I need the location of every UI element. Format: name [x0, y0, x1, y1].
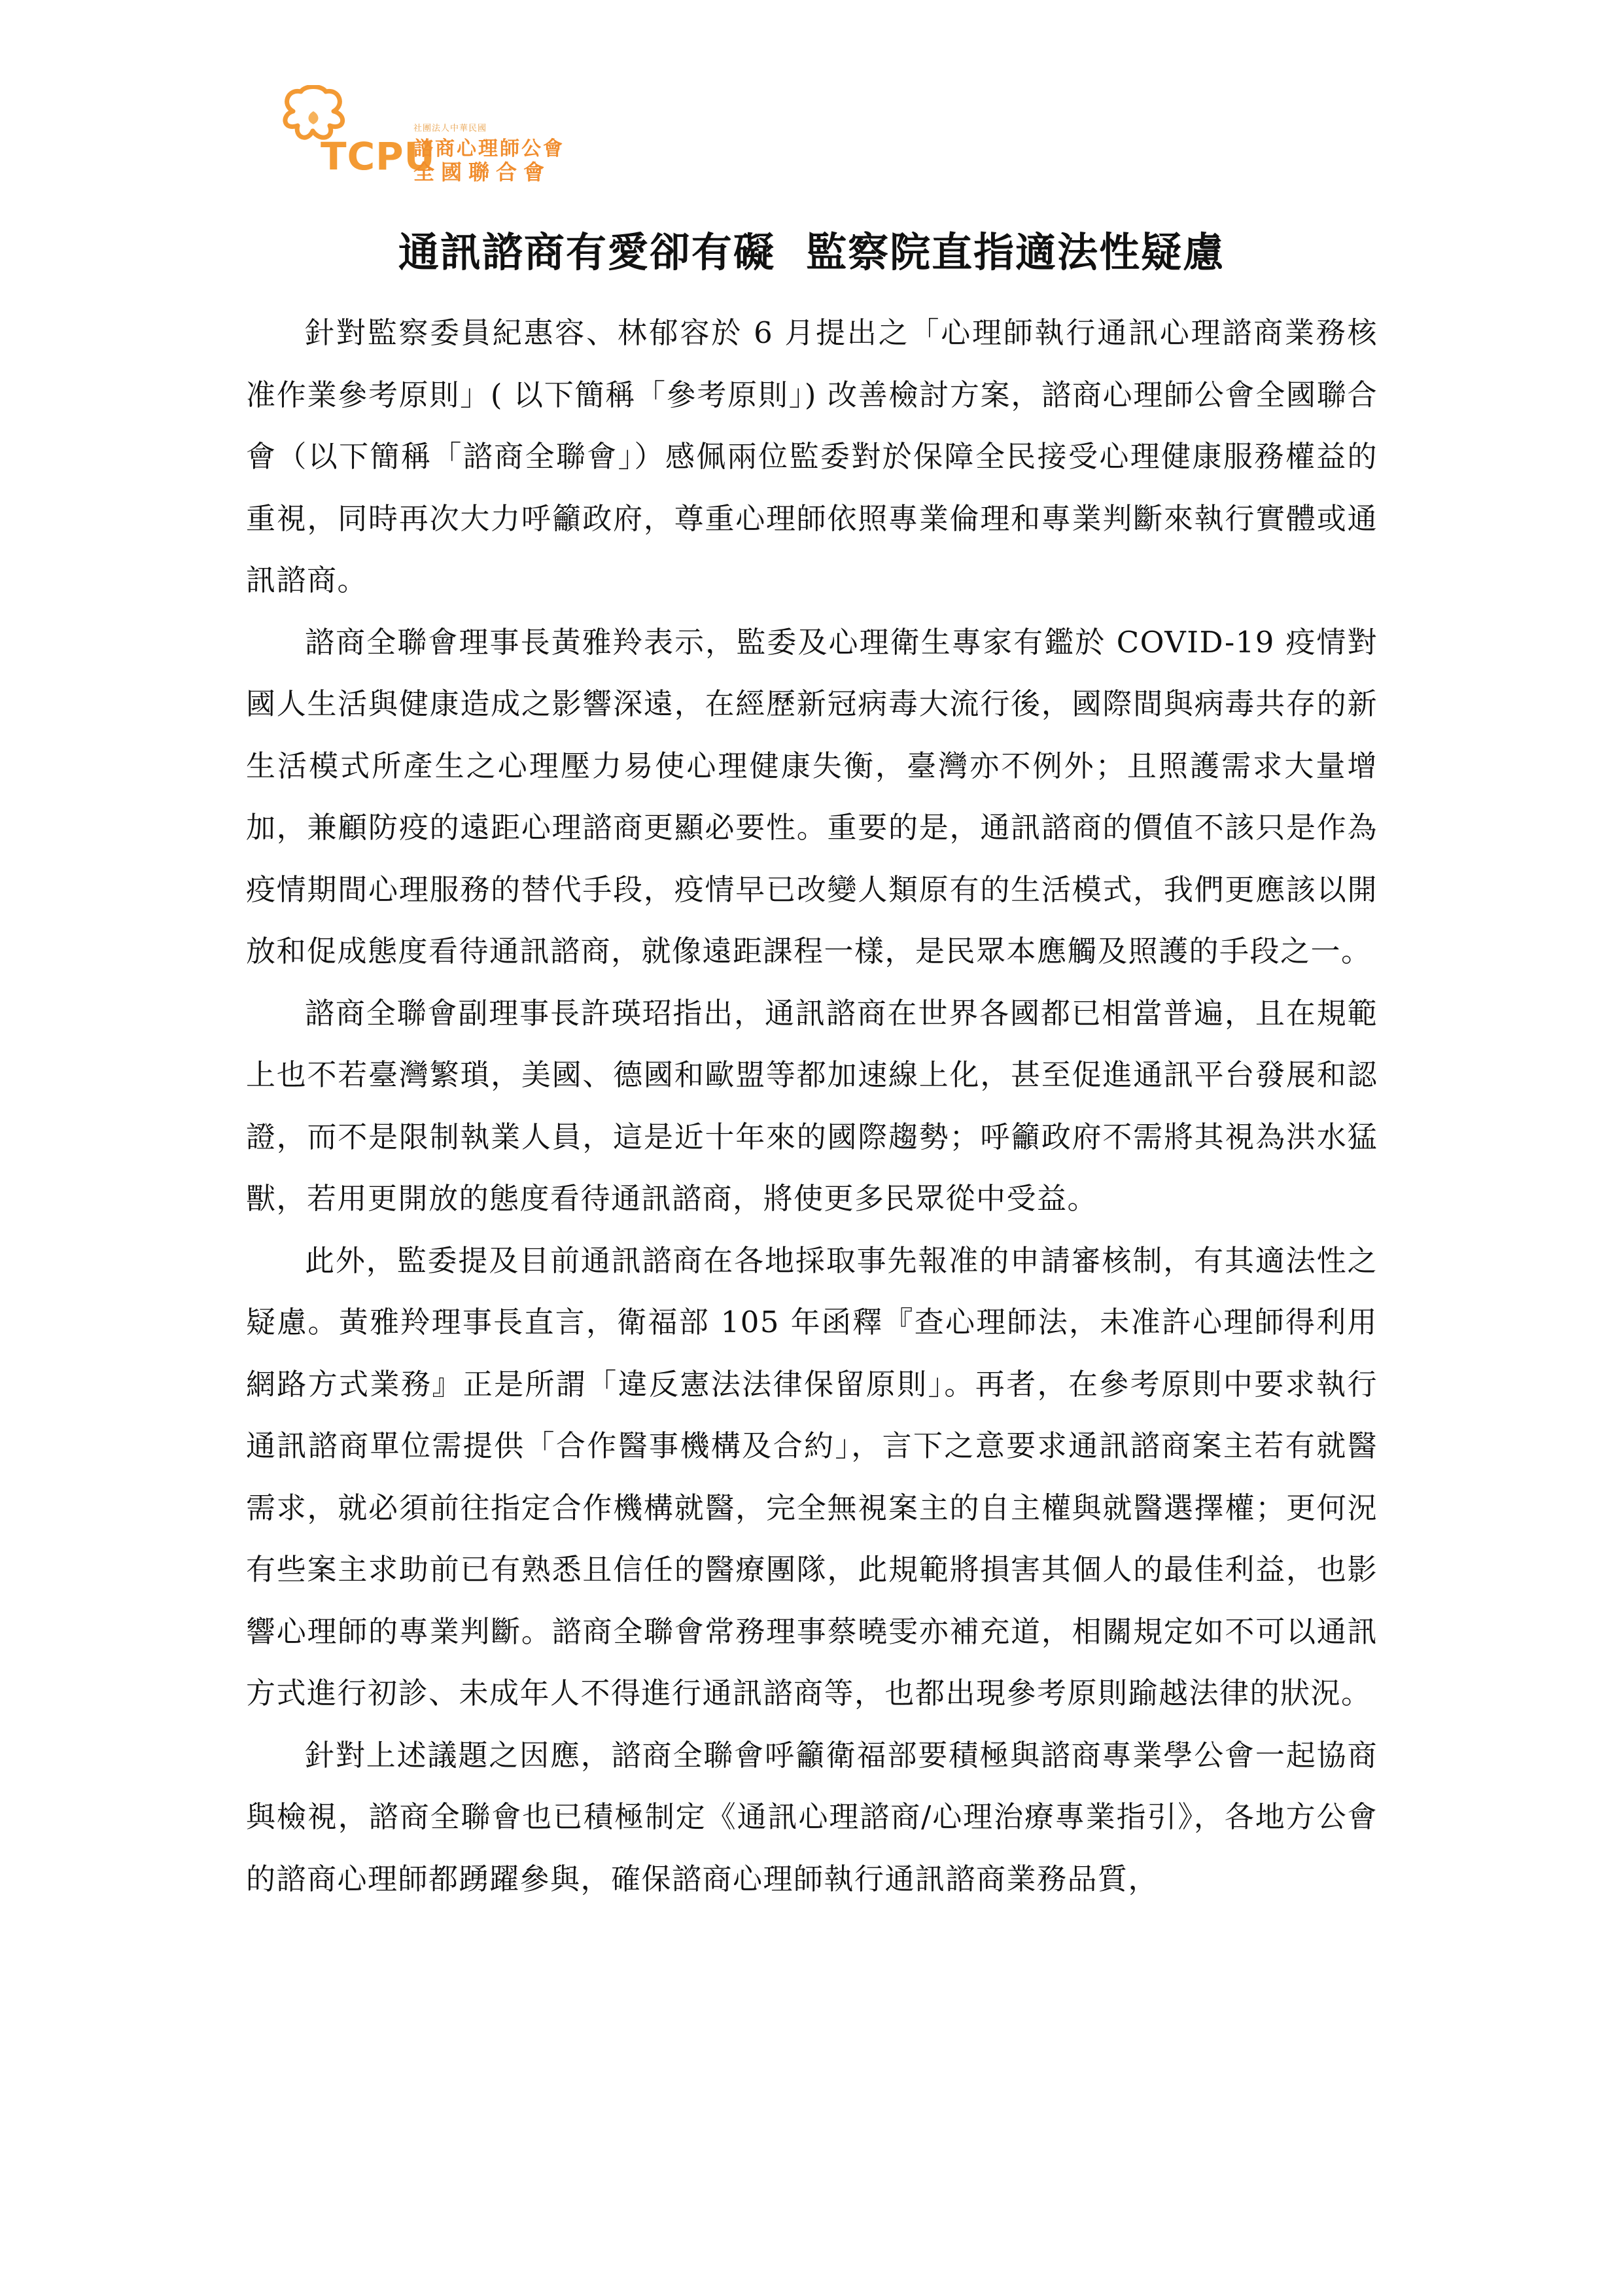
paragraph: 針對監察委員紀惠容、林郁容於 6 月提出之「心理師執行通訊心理諮商業務核准作業參考原則」( 以下簡稱「參考原則」) 改善檢討方案，諮商心理師公會全國聯合會（以下簡稱「諮商全聯會」）感佩兩位監委對於保障全民接受心理健康服務權益的重視，同時再次大力呼籲政府，尊重心理師依照專業倫理和專業判斷來執行實體或通訊諮商。	[246, 315, 1378, 597]
logo-tagline: 社團法人中華民國	[413, 124, 487, 133]
logo-abbreviation: TCPU	[321, 134, 436, 179]
logo-name-line1: 諮商心理師公會	[413, 137, 565, 160]
paragraph: 針對上述議題之因應，諮商全聯會呼籲衛福部要積極與諮商專業學公會一起協商與檢視，諮商全聯會也已積極制定《通訊心理諮商/心理治療專業指引》，各地方公會的諮商心理師都踴躍參與，確保諮商心理師執行通訊諮商業務品質，	[246, 1737, 1378, 1896]
paragraph: 諮商全聯會副理事長許瑛玿指出，通訊諮商在世界各國都已相當普遍，且在規範上也不若臺灣繁瑣，美國、德國和歐盟等都加速線上化，甚至促進通訊平台發展和認證，而不是限制執業人員，這是近十年來的國際趨勢；呼籲政府不需將其視為洪水猛獸，若用更開放的態度看待通訊諮商，將使更多民眾從中受益。	[246, 995, 1378, 1216]
article-body	[246, 302, 1378, 1910]
logo-name-line2: 全國聯合會	[413, 160, 551, 185]
paragraph: 此外，監委提及目前通訊諮商在各地採取事先報准的申請審核制，有其適法性之疑慮。黃雅羚理事長直言，衛福部 105 年函釋『查心理師法，未准許心理師得利用網路方式業務』正是所謂「違反憲法法律保留原則」。再者，在參考原則中要求執行通訊諮商單位需提供「合作醫事機構及合約」，言下之意要求通訊諮商案主若有就醫需求，就必須前往指定合作機構就醫，完全無視案主的自主權與就醫選擇權；更何況有些案主求助前已有熟悉且信任的醫療團隊，此規範將損害其個人的最佳利益，也影響心理師的專業判斷。諮商全聯會常務理事蔡曉雯亦補充道，相關規定如不可以通訊方式進行初診、未成年人不得進行通訊諮商等，也都出現參考原則踰越法律的狀況。	[246, 1243, 1378, 1710]
paragraph: 諮商全聯會理事長黃雅羚表示，監委及心理衛生專家有鑑於 COVID-19 疫情對國人生活與健康造成之影響深遠，在經歷新冠病毒大流行後，國際間與病毒共存的新生活模式所產生之心理壓力易使心理健康失衡，臺灣亦不例外；且照護需求大量增加，兼顧防疫的遠距心理諮商更顯必要性。重要的是，通訊諮商的價值不該只是作為疫情期間心理服務的替代手段，疫情早已改變人類原有的生活模式，我們更應該以開放和促成態度看待通訊諮商，就像遠距課程一樣，是民眾本應觸及照護的手段之一。	[246, 624, 1378, 968]
page-title: 通訊諮商有愛卻有礙 監察院直指適法性疑慮	[398, 228, 1225, 276]
tcpu-logo	[262, 85, 615, 185]
